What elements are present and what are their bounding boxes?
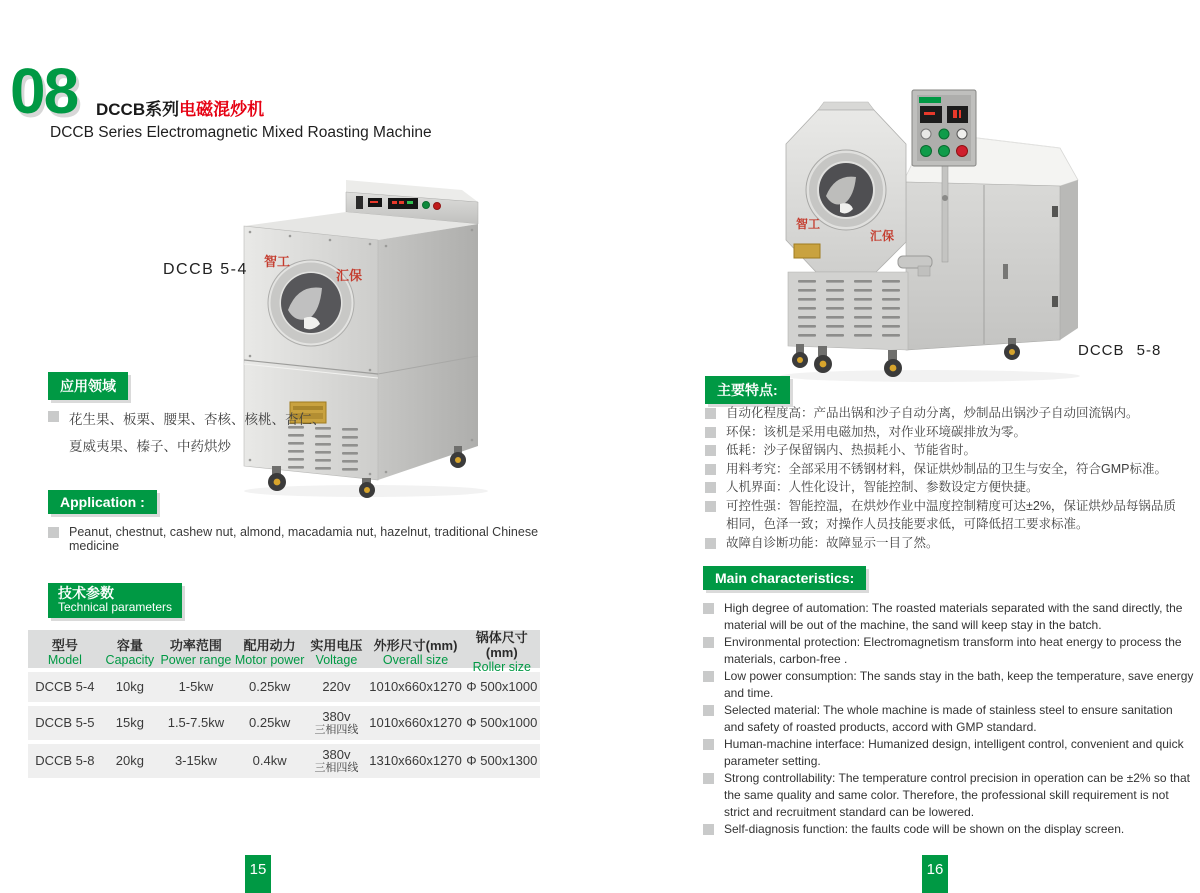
bullet-square-icon [703,705,714,716]
control-box [912,90,976,166]
list-item: 可控性强：智能控温，在烘炒作业中温度控制精度可达±2%，保证烘炒品每锅品质相同，色泽一致；对操作人员技能要求低，可降低招工要求标准。 [705,497,1177,534]
application-list-zh [48,406,378,460]
bullet-square-icon [48,411,59,422]
list-item: 低耗：沙子保留锅内、热损耗小、节能省时。 [705,441,1177,460]
title-product-zh: 电磁混炒机 [179,100,265,119]
spec-table [28,630,540,778]
bullet-square-icon [705,427,716,438]
bullet-square-icon [48,527,59,538]
tech-params-zh: 技术参数 [58,585,114,601]
table-row: DCCB 5-8 20kg 3-15kw 0.4kw 380v 三相四线 1310x660x1270 Φ 500x1300 [28,744,540,778]
page-number-left: 15 [245,855,271,893]
heading-application-zh: 应用领域 [48,372,128,400]
bullet-square-icon [705,501,716,512]
spec-table-header: 型号 Model 容量 Capacity 功率范围 Power range 配用动力 Motor power 实用电压 Voltage 外形尺寸(mm) Overall size 锅体尺寸(mm) Roller size [28,630,540,668]
list-item: 环保：该机是采用电磁加热，对作业环境碳排放为零。 [705,423,1177,442]
machine-model-label-left: DCCB 5-4 [163,261,248,278]
bullet-square-icon [703,773,714,784]
list-item: Selected material: The whole machine is made of stainless steel to ensure sanitation and safety of roasted products, accord with GMP standard. [703,702,1195,736]
bullet-square-icon [705,464,716,475]
heading-application-en: Application : [48,490,157,514]
list-item [48,525,568,553]
brand-text-zhigong: 智工 [264,254,291,269]
brand-text-huibao: 汇保 [336,268,363,283]
machine-model-label-right: DCCB 5-8 [1078,342,1162,359]
heading-features-en: Main characteristics: [703,566,866,590]
page-number-right: 16 [922,855,948,893]
heading-features-zh: 主要特点: [705,376,790,404]
list-item: 用料考究：全部采用不锈钢材料，保证烘炒制品的卫生与安全，符合GMP标准。 [705,460,1177,479]
heading-tech-params [48,583,182,618]
list-item: Human-machine interface: Humanized design, intelligent control, convenient and quick parameter setting. [703,736,1195,770]
application-en-text: Peanut, chestnut, cashew nut, almond, macadamia nut, hazelnut, traditional Chinese medicine [69,525,539,553]
features-list-zh [705,404,1177,552]
application-zh-line2: 夏威夷果、榛子、中药烘炒 [69,439,231,454]
brand-text-huibao: 汇保 [870,229,895,243]
list-item: Self-diagnosis function: the faults code will be shown on the display screen. [703,821,1195,838]
features-list-en [703,600,1195,838]
bullet-square-icon [705,445,716,456]
gold-nameplate [794,244,820,258]
list-item: Low power consumption: The sands stay in the bath, keep the temperature, save energy and time. [703,668,1195,702]
list-item: 自动化程度高：产品出锅和沙子自动分离，炒制品出锅沙子自动回流锅内。 [705,404,1177,423]
machine-image-dccb-5-8 [760,88,1100,384]
bullet-square-icon [705,482,716,493]
section-number: 08 [10,55,78,127]
bullet-square-icon [703,637,714,648]
bullet-square-icon [703,824,714,835]
list-item: Strong controllability: The temperature control precision in operation can be ±2% so that the same quality and same color. Therefore, the professional skill requirement is not strict and recruitment standard can be lowered. [703,770,1195,821]
list-item: High degree of automation: The roasted materials separated with the sand directly, the material will be out of the machine, the sand will keep stay in the batch. [703,600,1195,634]
bullet-square-icon [705,408,716,419]
list-item: Environmental protection: Electromagnetism transform into heat energy to process the materials, carbon-free . [703,634,1195,668]
table-row: DCCB 5-4 10kg 1-5kw 0.25kw 220v 1010x660x1270 Φ 500x1000 [28,672,540,702]
list-item [48,406,378,460]
page-title-zh [96,95,264,120]
application-list-en [48,525,568,553]
bullet-square-icon [703,671,714,682]
application-zh-line1: 花生果、板栗、腰果、杏核、核桃、杏仁、 [69,412,326,427]
table-row: DCCB 5-5 15kg 1.5-7.5kw 0.25kw 380v 三相四线 1010x660x1270 Φ 500x1000 [28,706,540,740]
bullet-square-icon [703,739,714,750]
tech-params-en: Technical parameters [58,600,173,614]
brand-text-zhigong: 智工 [796,217,821,231]
bullet-square-icon [703,603,714,614]
list-item: 故障自诊断功能：故障显示一目了然。 [705,534,1177,553]
bullet-square-icon [705,538,716,549]
list-item: 人机界面：人性化设计，智能控制、参数设定方便快捷。 [705,478,1177,497]
title-series-zh: DCCB系列 [96,100,180,119]
page-title-en: DCCB Series Electromagnetic Mixed Roasting Machine [50,124,432,141]
